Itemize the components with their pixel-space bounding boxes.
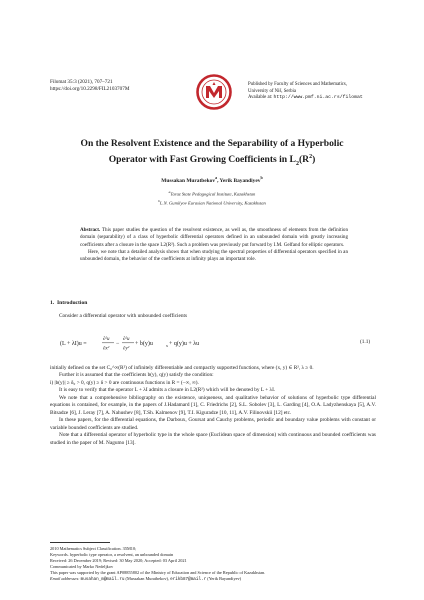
email-2-link[interactable]: erikb87@mail.r: [170, 577, 207, 583]
equation-end: + q(y)u + λu: [169, 341, 200, 347]
journal-header: [50, 79, 190, 94]
closure-text: It is easy to verify that the operator L + λI admits a closure in L2(R²) which will be denoted by L + λI.: [59, 387, 276, 394]
footnote-rule: [50, 542, 110, 543]
footnote-received: Received: 26 December 2019; Revised: 30 May 2020; Accepted: 03 April 2021: [50, 558, 187, 564]
publisher-info: [248, 82, 398, 102]
equation-tail: + b(y)u: [135, 341, 153, 347]
email-2-owner: (Yerik Bayandiyev): [206, 576, 242, 582]
affiliation-a-mark: a: [168, 190, 171, 194]
svg-text:∂²u: ∂²u: [103, 337, 110, 342]
body-text: [50, 365, 376, 447]
university-line: University of Niš, Serbia: [248, 88, 296, 94]
affiliation-b-text: L.N. Gumilyov Eurasian National University, Kazakhstan: [159, 200, 266, 206]
abstract-paragraph-1: [80, 227, 348, 249]
filomat-logo: [196, 74, 232, 110]
svg-text:∂y²: ∂y²: [123, 346, 130, 352]
after-equation-text: initially defined on the set C₀^∞(R²) of infinitely differentiable and compactly supported functions, where (x, y) ∈ R², λ ≥ 0.: [50, 365, 314, 371]
abstract-label: Abstract.: [80, 227, 101, 233]
footnote-emails: [50, 576, 376, 583]
author-1: Mussakan Muratbekov: [161, 177, 216, 184]
title-line-2: [40, 151, 384, 171]
condition-i: i) |b(y)| ≥ δ₀ > 0, q(y) ≥ δ > 0 are continuous functions in R = (−∞, ∞).: [50, 379, 199, 386]
footnote-keywords: Keywords. hyperbolic type operator, a resolvent, an unbounded domain: [50, 552, 174, 558]
svg-text:∂²u: ∂²u: [123, 337, 130, 342]
abstract-paragraph-2: Here, we note that a detailed analysis shows that when studying the spectral properties of differential operators specified in an unbounded domain, the behavior of the coefficients at infinity plays an important role.: [80, 249, 348, 263]
bibliography-text: We note that a comprehensive bibliography on the existence, uniqueness, and qualitative behavior of solutions of hyperbolic type differential equations is contained, for example, in the papers of J.Hadamard [1], C. Friedrichs [2], S.L. Sobolev [3], L. Garding [4], O.A. Ladyzhenskaya [5], A.V. Bitsadze [6], J. Leray [7], A. Nahushev [8], T.Sh. Kalmenov [9], T.I. Kiguradze [10, 11], A.V. Filinovskii [12] etc.: [50, 394, 376, 416]
footnote-msc: 2010 Mathematics Subject Classification. 35M10;: [50, 546, 137, 551]
authors: [40, 175, 384, 184]
title-line-2-text: Operator with Fast Growing Coefficients in L: [108, 153, 296, 165]
paper-title: [40, 138, 384, 171]
title-line-2-end: (R: [298, 153, 310, 165]
available-prefix: Available at:: [248, 95, 274, 101]
equation-number: (1.1): [360, 339, 371, 345]
section-heading: [50, 300, 87, 306]
problems-text: In these papers, for the differential equations, the Darboux, Goursat and Cauchy problems, periodic and boundary value problems with constant or variable bounded coefficients are studied.: [50, 417, 376, 431]
publisher-line: Published by Faculty of Sciences and Mathematics,: [248, 82, 347, 87]
affiliations: [40, 189, 384, 206]
journal-citation: Filomat 35:3 (2021), 707–721: [50, 79, 113, 85]
available-line: [248, 95, 398, 102]
section-number: 1.: [50, 300, 55, 306]
title-close: ): [312, 153, 316, 165]
affiliation-a: [40, 189, 384, 198]
svg-text:∂x²: ∂x²: [103, 346, 110, 352]
author-2: , Yerik Bayandiyev: [217, 177, 261, 184]
abstract-text-1: This paper studies the question of the resolvent existence, as well as, the smoothness of elements from the definition domain (separability) of a class of hyperbolic differential operators defined in an unbounded domain with greatly increasing coefficients after a closure in the space L2(R²). Such a problem was previously put forward by I.M. Gelfand for elliptic operators.: [80, 227, 348, 248]
filomat-seal-icon: [196, 74, 232, 110]
footnote-communicated: Communicated by Marko Nedeljkov: [50, 564, 114, 570]
footnote-support: This paper was supported by the grant AP08855802 of the Ministry of Education and Science of the Republic of Kazakhstan.: [50, 570, 266, 576]
abstract: [80, 227, 348, 264]
assumption-text: Further it is assumed that the coefficients b(y), q(y) satisfy the condition:: [59, 372, 214, 379]
doi-link[interactable]: https://doi.org/10.2298/FIL2103707M: [50, 86, 130, 93]
equation-1-1: [60, 330, 376, 358]
emails-label: Email addresses:: [50, 576, 81, 582]
title-sup: 2: [309, 153, 313, 160]
equation-lhs: (L + λI)u =: [60, 341, 87, 347]
affiliation-b: [40, 198, 384, 207]
affiliation-a-text: Taraz State Pedagogical Institute, Kazakhstan: [170, 191, 256, 197]
equation-tail-sub: x: [166, 343, 168, 348]
title-sub: 2: [295, 160, 299, 167]
footnotes: [50, 546, 376, 583]
nagumo-text: Note that a differential operator of hyperbolic type in the whole space (Euclidean space of dimension) with continuous and bounded coefficients was studied in the paper of M. Nagumo [13].: [50, 432, 376, 446]
affiliation-b-mark: b: [158, 198, 160, 203]
author-1-mark: a: [215, 175, 218, 180]
journal-url-link[interactable]: http://www.pmf.ni.ac.rs/filomat: [273, 95, 363, 101]
intro-text: Consider a differential operator with unbounded coefficients: [59, 313, 188, 319]
intro-paragraph: [50, 313, 376, 320]
title-line-1: On the Resolvent Existence and the Separability of a Hyperbolic: [80, 138, 344, 149]
svg-text:−: −: [116, 341, 120, 347]
section-title: Introduction: [57, 300, 88, 306]
email-1-link[interactable]: musahan_m@mail.ru: [80, 577, 125, 583]
email-1-owner: (Mussakan Muratbekov),: [124, 576, 171, 582]
author-2-mark: b: [260, 175, 263, 180]
